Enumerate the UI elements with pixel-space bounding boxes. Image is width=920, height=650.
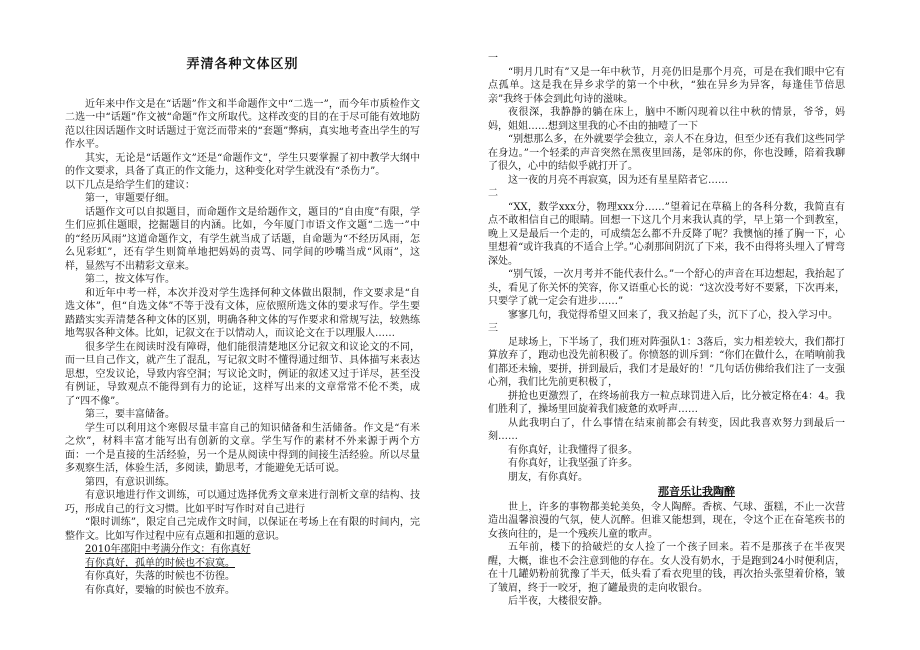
paragraph: 世上，许多的事物都美轮美奂，令人陶醉。香槟、气球、蛋糕，不止一次营造出温馨浪漫的气氛，使人沉醉。但谁又能想到，现在，令这个正在奋笔疾书的女孩向往的，是一个残疾儿童的歌声。 xyxy=(488,501,845,540)
example-lines xyxy=(65,557,420,598)
example-heading: 2010年邵阳中考满分作文：有你真好 xyxy=(85,544,251,555)
paragraph: “XX，数学xxx分，物理xxx分……”望着记在草稿上的各科分数，我简直有点不敢相信自己的眼睛。回想一下这几个月来我认真的学，早上第一个到教室，晚上又是最后一个走的，可成绩怎么都不升反降了呢？我懊恼的捶了胸一下，心里想着“或许我真的不适合上学。”心刹那间阴沉了下来，我不由得将头埋入了臂弯深处。 xyxy=(488,201,845,267)
paragraph: 从此我明白了，什么事情在结束前都会有转变，因此我喜欢努力到最后一刻…… xyxy=(488,417,845,442)
left-column xyxy=(65,0,420,597)
paragraph: 有你真好，失落的时候也不彷徨。 xyxy=(85,571,235,582)
paragraph: “限时训练”，限定自己完成作文时间，以保证在考场上在有限的时间内，完整作文。比如写作过程中应有点题和扣题的意识。 xyxy=(65,517,420,542)
paragraph: 夜很深，我静静的躺在床上，脑中不断闪现着以往中秋的情景，爷爷，妈妈，姐姐……想到这里我的心不由的抽噎了一下 xyxy=(488,107,845,132)
paragraph: 有你真好，让我懂得了很多。 xyxy=(508,444,638,456)
paragraph: 第三，要丰富储备。 xyxy=(85,409,175,420)
essay2-title: 那音乐让我陶醉 xyxy=(658,485,735,498)
paragraph: 近年来中作文是在“话题”作文和半命题作文中“二选一”，而今年市质检作文二选一中“话题”作文被“命题”作文所取代。这样改变的目的在于尽可能有效地防范以往因话题作文时话题过于宽泛而带来的“套题”弊病，真实地考查出学生的写作水平。 xyxy=(65,98,420,150)
section-3 xyxy=(488,336,845,485)
paragraph: “别气馁，一次月考并不能代表什么。”一个舒心的声音在耳边想起，我抬起了头，看见了你关怀的笑容，你又语重心长的说：“这次没考好不要紧，下次再来，只要学了就一定会有进步……” xyxy=(488,269,845,307)
paragraph: 学生可以利用这个寒假尽量丰富自己的知识储备和生活储备。作文是“有米之炊”，材料丰富才能写出有创新的文章。学生写作的素材不外来源于两个方面：一个是直接的生活经验，另一个是从阅读中得到的间接生活经验。所以尽量多观察生活，体验生活，多阅读，勤思考，才能避免无话可说。 xyxy=(65,422,420,474)
page-title: 弄清各种文体区别 xyxy=(186,57,299,72)
paragraph: “明月几时有”又是一年中秋节，月亮仍旧是那个月亮，可是在我们眼中它有点孤单。这是我在异乡求学的第一个中秋，“独在异乡为异客，每逢佳节倍思亲”我终于体会到此句诗的滋味。 xyxy=(488,66,845,105)
paragraph: 很多学生在阅读时没有障碍，他们能很清楚地区分记叙文和议论文的不同，而一旦自己作文，就产生了混乱，写记叙文时不懂得通过细节、具体描写来表达思想，空发议论，导致内容空洞；写议论文时，例证的叙述又过于详尽，甚至没有例证，导致观点不能得到有力的论证，这样写出来的文章常常不伦不类，成了“四不像”。 xyxy=(65,341,420,407)
section-label-1: 一 xyxy=(488,53,498,64)
paragraph: 这一夜的月亮不再寂寞，因为还有星星陪者它…… xyxy=(508,174,728,186)
right-column xyxy=(488,0,845,609)
paragraph: 有你真好，要输的时候也不放弃。 xyxy=(85,584,235,596)
paragraph: 有你真好，孤单的时候也不寂寞。 xyxy=(85,557,235,569)
paragraph: 第一，审题要仔细。 xyxy=(85,193,175,204)
paragraph: 话题作文可以自拟题目，而命题作文是给题作文，题目的“自由度”有限，学生们应抓住题眼，挖掘题目的内涵。比如，今年厦门市语文作文题“二选一”中的“经历风雨”这道命题作文，有学生就当成了话题，自命题为“不经历风雨，怎么见彩虹”，还有学生则简单地把妈妈的责骂、同学间的吵嘴当成“风雨”，这样，显然写不出精彩文章来。 xyxy=(65,206,420,272)
section-label-3: 三 xyxy=(488,323,498,334)
paragraph: 足球场上，下半场了，我们班对阵强队1：3落后，实力相差较大，我们都打算放弃了，跑动也没先前积极了。你愤怒的训斥到：“你们在做什么，在哨响前我们都还未输，要拼，拼到最后，我们才是最好的！”几句话仿佛给我们注了一支强心剂，我们比先前更积极了， xyxy=(488,336,845,388)
section-label-2: 二 xyxy=(488,188,498,199)
paragraph: 五年前，楼下的拾破烂的女人捡了一个孩子回来。若不是那孩子在半夜哭醒，大概，谁也不会注意到他的存在。女人没有奶水，于是跑到24小时便利店，在十几罐奶粉前犹豫了半天，低头看了看衣兜里的钱，再次抬头张望着价格，皱了皱眉，终于一咬牙，抱了罐最贵的走向收银台。 xyxy=(488,542,845,594)
section-1 xyxy=(488,66,845,188)
paragraph: 后半夜，大楼很安静。 xyxy=(508,596,608,607)
paragraph: 朋友，有你真好。 xyxy=(508,471,588,483)
paragraph: 以下几点是给学生们的建议： xyxy=(65,179,195,191)
section-2 xyxy=(488,201,845,323)
paragraph: 第二，按文体写作。 xyxy=(85,274,175,285)
paragraph: 其实，无论是“话题作文”还是“命题作文”，学生只要掌握了初中教学大纲中的作文要求，具备了真正的作文能力，这种变化对学生就没有“杀伤力”。 xyxy=(65,152,420,177)
paragraph: 拼抢也更激烈了，在终场前我方一粒点球罚进入后，比分被定格在4：4。我们胜利了，操场里回旋着我们疲惫的欢呼声…… xyxy=(488,390,845,415)
paragraph: 寥寥几句，我觉得希望又回来了，我又抬起了头，沉下了心，投入学习中。 xyxy=(508,309,838,321)
paragraph: 第四，有意识训练。 xyxy=(85,476,175,488)
paragraph: “别想那么多，在外就要学会独立，亲人不在身边，但至少还有我们这些同学在身边。”一个轻柔的声音突然在黑夜里回荡，是邻床的你，你也没睡，陪着我聊了很久，心中的结似乎就打开了。 xyxy=(488,134,845,172)
paragraph: 有意识地进行作文训练，可以通过选择优秀文章来进行剖析文章的结构、技巧，形成自己的行文习惯。比如平时写作时对自己进行 xyxy=(65,490,420,515)
paragraph: 和近年中考一样，本次并没对学生选择何种文体做出限制，作文要求是“自选文体”，但“自选文体”不等于没有文体，应依照所选文体的要求写作。学生要踏踏实实弄清楚各种文体的区别，明确各种文体的写作要求和常规写法，较熟练地驾驭各种文体。比如，记叙文在于以情动人，而议论文在于以理服人…… xyxy=(65,287,420,339)
left-body xyxy=(65,98,420,544)
essay2-body xyxy=(488,501,845,609)
paragraph: 有你真好，让我坚强了许多。 xyxy=(508,458,638,469)
